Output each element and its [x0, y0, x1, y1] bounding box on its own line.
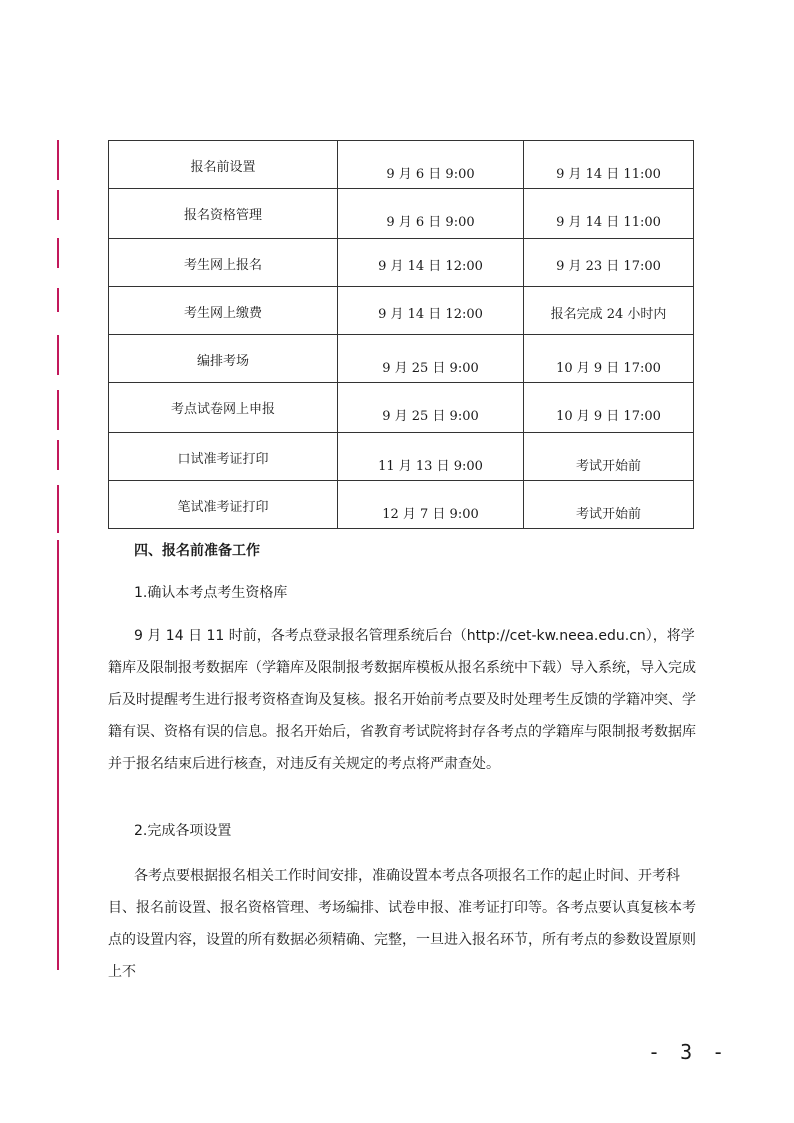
schedule-end-cell-text: 报名完成 24 小时内 [550, 307, 667, 322]
schedule-end-cell [524, 433, 694, 481]
schedule-end-cell-text: 9 月 14 日 11:00 [556, 215, 661, 230]
schedule-start-cell-text: 11 月 13 日 9:00 [378, 459, 483, 474]
schedule-end-cell-text: 10 月 9 日 17:00 [556, 361, 661, 376]
page-number: - 3 - [648, 1040, 729, 1064]
binding-margin-marks [57, 140, 60, 970]
schedule-start-cell-text: 9 月 6 日 9:00 [386, 167, 475, 182]
subsection-2-paragraph: 各考点要根据报名相关工作时间安排，准确设置本考点各项报名工作的起止时间、开考科目、报名前设置、报名资格管理、考场编排、试卷申报、准考证打印等。各考点要认真复核本考点的设置内容，设置的所有数据必须精确、完整，一旦进入报名环节，所有考点的参数设置原则上不 [108, 868, 696, 980]
schedule-end-cell [524, 239, 694, 287]
schedule-start-cell [338, 335, 524, 383]
schedule-end-cell [524, 481, 694, 529]
schedule-end-cell [524, 383, 694, 433]
table-row [109, 433, 694, 481]
subsection-2-title: 2.完成各项设置 [134, 823, 232, 839]
schedule-item-cell [109, 433, 338, 481]
table-row [109, 239, 694, 287]
schedule-end-cell [524, 335, 694, 383]
section-heading: 四、报名前准备工作 [134, 543, 260, 559]
schedule-start-cell-text: 9 月 6 日 9:00 [386, 215, 475, 230]
schedule-end-cell-text: 9 月 14 日 11:00 [556, 167, 661, 182]
table-row [109, 287, 694, 335]
subsection-1-paragraph: 9 月 14 日 11 时前，各考点登录报名管理系统后台（http://cet-kw.neea.edu.cn），将学籍库及限制报考数据库（学籍库及限制报考数据库模板从报名系统中下载）导入系统，导入完成后及时提醒考生进行报考资格查询及复核。报名开始前考点要及时处理考生反馈的学籍冲突、学籍有误、资格有误的信息。报名开始后，省教育考试院将封存各考点的学籍库与限制报考数据库并于报名结束后进行核查，对违反有关规定的考点将严肃查处。 [108, 628, 696, 772]
schedule-end-cell-text: 考试开始前 [575, 459, 641, 474]
schedule-start-cell [338, 383, 524, 433]
schedule-item-cell [109, 141, 338, 189]
schedule-start-cell-text: 9 月 14 日 12:00 [378, 259, 483, 274]
schedule-end-cell [524, 189, 694, 239]
schedule-start-cell [338, 141, 524, 189]
schedule-item-cell-text: 考点试卷网上申报 [170, 402, 275, 417]
schedule-item-cell-text: 口试准考证打印 [177, 452, 269, 467]
table-row [109, 141, 694, 189]
schedule-item-cell-text: 笔试准考证打印 [177, 500, 269, 515]
schedule-end-cell [524, 287, 694, 335]
schedule-item-cell-text: 考生网上缴费 [183, 306, 262, 321]
schedule-end-cell-text: 10 月 9 日 17:00 [556, 409, 661, 424]
schedule-start-cell [338, 433, 524, 481]
schedule-end-cell-text: 9 月 23 日 17:00 [556, 259, 661, 274]
schedule-start-cell [338, 481, 524, 529]
table-row [109, 481, 694, 529]
schedule-item-cell [109, 481, 338, 529]
schedule-item-cell [109, 189, 338, 239]
schedule-start-cell-text: 9 月 25 日 9:00 [382, 409, 479, 424]
schedule-start-cell [338, 239, 524, 287]
schedule-start-cell-text: 12 月 7 日 9:00 [382, 507, 479, 522]
schedule-table [108, 140, 694, 529]
schedule-item-cell [109, 335, 338, 383]
schedule-item-cell-text: 报名资格管理 [183, 208, 262, 223]
schedule-item-cell-text: 考生网上报名 [183, 258, 262, 273]
schedule-end-cell-text: 考试开始前 [575, 507, 641, 522]
schedule-item-cell [109, 287, 338, 335]
schedule-start-cell-text: 9 月 14 日 12:00 [378, 307, 483, 322]
schedule-start-cell-text: 9 月 25 日 9:00 [382, 361, 479, 376]
schedule-item-cell-text: 编排考场 [196, 354, 249, 369]
subsection-1-title: 1.确认本考点考生资格库 [134, 585, 288, 601]
schedule-item-cell-text: 报名前设置 [190, 160, 256, 175]
schedule-end-cell [524, 141, 694, 189]
schedule-start-cell [338, 189, 524, 239]
table-row [109, 189, 694, 239]
schedule-item-cell [109, 239, 338, 287]
table-row [109, 383, 694, 433]
schedule-item-cell [109, 383, 338, 433]
schedule-start-cell [338, 287, 524, 335]
table-row [109, 335, 694, 383]
